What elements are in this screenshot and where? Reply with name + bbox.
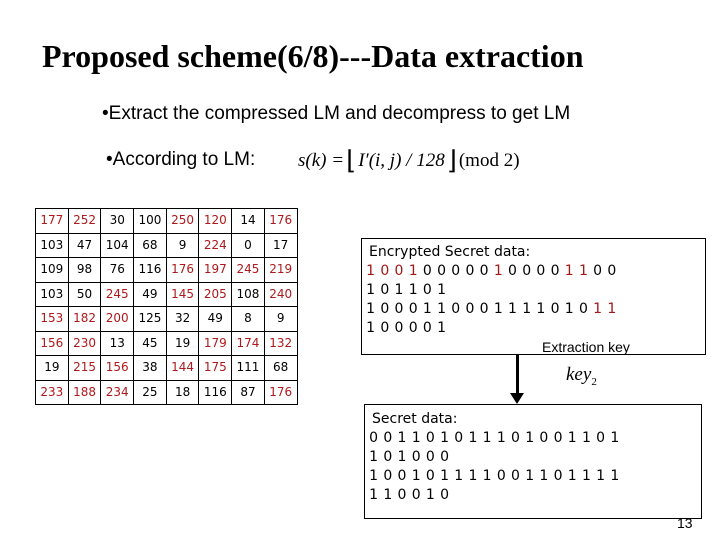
key2-label bbox=[566, 364, 597, 388]
encrypted-bit: 0 bbox=[422, 263, 433, 279]
secret-bit: 1 bbox=[525, 468, 536, 484]
encrypted-bit: 1 bbox=[366, 301, 377, 317]
grid-cell: 176 bbox=[264, 380, 297, 405]
encrypted-bit: 0 bbox=[394, 263, 405, 279]
secret-bit: 0 bbox=[511, 468, 521, 484]
formula-body: I′(i, j) / 128 bbox=[358, 150, 445, 171]
grid-cell: 100 bbox=[134, 209, 167, 234]
secret-data-title: Secret data: bbox=[372, 411, 458, 427]
grid-cell: 176 bbox=[264, 209, 297, 234]
secret-bit: 0 bbox=[383, 449, 394, 465]
encrypted-bit: 0 bbox=[522, 263, 533, 279]
grid-cell: 87 bbox=[232, 380, 265, 405]
secret-bit: 0 bbox=[496, 468, 507, 484]
grid-cell: 17 bbox=[264, 233, 297, 258]
grid-row bbox=[36, 380, 298, 405]
encrypted-bit: 1 bbox=[437, 320, 447, 336]
encrypted-bit: 0 bbox=[451, 301, 462, 317]
grid-cell: 174 bbox=[232, 331, 265, 356]
floor-left-bracket: ⌊ bbox=[346, 146, 357, 175]
grid-row bbox=[36, 356, 298, 381]
formula bbox=[298, 143, 520, 179]
grid-row bbox=[36, 233, 298, 258]
secret-bit: 0 bbox=[596, 430, 607, 446]
grid-cell: 156 bbox=[101, 356, 134, 381]
grid-cell: 8 bbox=[232, 307, 265, 332]
grid-cell: 13 bbox=[101, 331, 134, 356]
grid-cell: 50 bbox=[68, 282, 101, 307]
grid-cell: 145 bbox=[166, 282, 199, 307]
secret-bit: 1 bbox=[468, 468, 479, 484]
encrypted-bit: 1 bbox=[366, 263, 377, 279]
encrypted-bit: 1 bbox=[593, 301, 604, 317]
grid-row bbox=[36, 258, 298, 283]
grid-cell: 9 bbox=[166, 233, 199, 258]
grid-cell: 32 bbox=[166, 307, 199, 332]
encrypted-bits-line bbox=[364, 320, 449, 336]
secret-bits-line bbox=[367, 430, 622, 446]
encrypted-data-title: Encrypted Secret data: bbox=[369, 244, 531, 260]
secret-bit: 1 bbox=[425, 487, 436, 503]
grid-cell: 25 bbox=[134, 380, 167, 405]
grid-cell: 156 bbox=[36, 331, 69, 356]
secret-bit: 0 bbox=[553, 430, 564, 446]
formula-lhs: s(k) = bbox=[298, 150, 345, 171]
grid-cell: 19 bbox=[166, 331, 199, 356]
pixel-grid bbox=[35, 208, 298, 405]
grid-cell: 153 bbox=[36, 307, 69, 332]
encrypted-bit: 1 bbox=[578, 263, 589, 279]
encrypted-bit: 1 bbox=[366, 282, 377, 298]
secret-bits-line bbox=[367, 487, 452, 503]
down-arrow-icon bbox=[510, 393, 524, 404]
grid-cell: 120 bbox=[199, 209, 232, 234]
secret-bit: 1 bbox=[468, 430, 479, 446]
grid-cell: 103 bbox=[36, 282, 69, 307]
encrypted-bit: 0 bbox=[508, 263, 518, 279]
secret-bit: 0 bbox=[383, 468, 394, 484]
encrypted-bit: 1 bbox=[408, 282, 419, 298]
bullet-according: •According to LM: bbox=[106, 149, 256, 170]
grid-cell: 38 bbox=[134, 356, 167, 381]
grid-cell: 215 bbox=[68, 356, 101, 381]
grid-cell: 252 bbox=[68, 209, 101, 234]
encrypted-bit: 1 bbox=[408, 263, 419, 279]
encrypted-bit: 1 bbox=[564, 301, 575, 317]
key-symbol: key bbox=[566, 364, 592, 385]
down-arrow-line bbox=[516, 355, 519, 395]
secret-bit: 0 bbox=[397, 468, 408, 484]
secret-bit: 1 bbox=[539, 468, 550, 484]
grid-cell: 49 bbox=[134, 282, 167, 307]
bullet-extract: •Extract the compressed LM and decompress to get LM bbox=[102, 103, 571, 124]
secret-bit: 1 bbox=[567, 430, 578, 446]
secret-bit: 1 bbox=[369, 468, 380, 484]
encrypted-bit: 0 bbox=[408, 301, 419, 317]
grid-cell: 47 bbox=[68, 233, 101, 258]
secret-bit: 0 bbox=[383, 430, 394, 446]
page-number: 13 bbox=[677, 515, 693, 531]
secret-bit: 1 bbox=[596, 468, 607, 484]
secret-bit: 1 bbox=[610, 468, 621, 484]
secret-bit: 1 bbox=[411, 430, 422, 446]
grid-cell: 245 bbox=[101, 282, 134, 307]
encrypted-bit: 0 bbox=[380, 263, 391, 279]
secret-bit: 0 bbox=[440, 449, 450, 465]
grid-cell: 188 bbox=[68, 380, 101, 405]
secret-bit: 1 bbox=[440, 430, 450, 446]
secret-bit: 0 bbox=[539, 430, 550, 446]
secret-bit: 1 bbox=[482, 430, 493, 446]
secret-bit: 1 bbox=[454, 468, 465, 484]
grid-cell: 125 bbox=[134, 307, 167, 332]
encrypted-bit: 1 bbox=[493, 263, 504, 279]
grid-cell: 109 bbox=[36, 258, 69, 283]
secret-bit: 0 bbox=[369, 430, 380, 446]
grid-cell: 68 bbox=[264, 356, 297, 381]
floor-right-bracket: ⌋ bbox=[446, 146, 457, 175]
secret-bits-line bbox=[367, 449, 452, 465]
grid-cell: 45 bbox=[134, 331, 167, 356]
grid-cell: 103 bbox=[36, 233, 69, 258]
grid-cell: 175 bbox=[199, 356, 232, 381]
secret-bit: 1 bbox=[581, 430, 592, 446]
grid-cell: 230 bbox=[68, 331, 101, 356]
encrypted-bits-line bbox=[364, 263, 619, 279]
secret-bit: 0 bbox=[425, 449, 436, 465]
grid-cell: 179 bbox=[199, 331, 232, 356]
grid-cell: 116 bbox=[199, 380, 232, 405]
encrypted-bits-line bbox=[364, 301, 619, 317]
formula-mod: (mod 2) bbox=[458, 150, 520, 171]
grid-cell: 18 bbox=[166, 380, 199, 405]
encrypted-bit: 1 bbox=[607, 301, 618, 317]
grid-cell: 177 bbox=[36, 209, 69, 234]
encrypted-bits-line bbox=[364, 282, 449, 298]
grid-cell: 76 bbox=[101, 258, 134, 283]
encrypted-bit: 1 bbox=[564, 263, 575, 279]
encrypted-bit: 0 bbox=[422, 320, 433, 336]
grid-cell: 234 bbox=[101, 380, 134, 405]
secret-bit: 0 bbox=[411, 449, 422, 465]
secret-bit: 0 bbox=[425, 430, 436, 446]
secret-bits-line bbox=[367, 468, 622, 484]
encrypted-bit: 0 bbox=[593, 263, 604, 279]
encrypted-bit: 0 bbox=[550, 301, 561, 317]
grid-cell: 182 bbox=[68, 307, 101, 332]
encrypted-bit: 1 bbox=[536, 301, 547, 317]
grid-cell: 200 bbox=[101, 307, 134, 332]
secret-bit: 0 bbox=[454, 430, 465, 446]
grid-row bbox=[36, 209, 298, 234]
grid-cell: 19 bbox=[36, 356, 69, 381]
secret-bit: 1 bbox=[496, 430, 507, 446]
encrypted-bit: 0 bbox=[380, 320, 391, 336]
encrypted-bit: 0 bbox=[479, 301, 490, 317]
encrypted-bit: 0 bbox=[578, 301, 589, 317]
secret-bit: 0 bbox=[397, 487, 408, 503]
encrypted-bit: 0 bbox=[479, 263, 490, 279]
grid-cell: 205 bbox=[199, 282, 232, 307]
grid-cell: 49 bbox=[199, 307, 232, 332]
secret-bit: 1 bbox=[581, 468, 592, 484]
secret-bit: 0 bbox=[425, 468, 436, 484]
secret-bit: 1 bbox=[369, 449, 380, 465]
grid-cell: 245 bbox=[232, 258, 265, 283]
secret-bit: 0 bbox=[553, 468, 564, 484]
secret-bit: 1 bbox=[567, 468, 578, 484]
secret-bit: 1 bbox=[610, 430, 621, 446]
secret-bit: 1 bbox=[369, 487, 380, 503]
encrypted-bit: 0 bbox=[380, 301, 391, 317]
grid-cell: 197 bbox=[199, 258, 232, 283]
secret-bit: 0 bbox=[511, 430, 521, 446]
secret-bit: 0 bbox=[411, 487, 422, 503]
secret-bit: 1 bbox=[397, 449, 408, 465]
encrypted-bit: 1 bbox=[422, 301, 433, 317]
grid-row bbox=[36, 307, 298, 332]
grid-cell: 176 bbox=[166, 258, 199, 283]
grid-cell: 98 bbox=[68, 258, 101, 283]
grid-cell: 219 bbox=[264, 258, 297, 283]
encrypted-bit: 1 bbox=[522, 301, 533, 317]
encrypted-bit: 0 bbox=[465, 301, 476, 317]
encrypted-bit: 0 bbox=[607, 263, 618, 279]
grid-cell: 116 bbox=[134, 258, 167, 283]
encrypted-bit: 0 bbox=[550, 263, 561, 279]
secret-bit: 0 bbox=[440, 487, 450, 503]
secret-bit: 1 bbox=[411, 468, 422, 484]
grid-cell: 14 bbox=[232, 209, 265, 234]
encrypted-bit: 1 bbox=[437, 282, 447, 298]
encrypted-bit: 0 bbox=[380, 282, 391, 298]
grid-cell: 30 bbox=[101, 209, 134, 234]
encrypted-bit: 1 bbox=[394, 282, 405, 298]
grid-cell: 224 bbox=[199, 233, 232, 258]
grid-cell: 108 bbox=[232, 282, 265, 307]
page-title: Proposed scheme(6/8)---Data extraction bbox=[42, 38, 584, 74]
encrypted-bit: 0 bbox=[394, 301, 405, 317]
grid-cell: 240 bbox=[264, 282, 297, 307]
encrypted-bit: 0 bbox=[437, 263, 447, 279]
encrypted-bit: 1 bbox=[366, 320, 377, 336]
encrypted-bit: 0 bbox=[451, 263, 462, 279]
encrypted-bit: 0 bbox=[394, 320, 405, 336]
grid-cell: 233 bbox=[36, 380, 69, 405]
grid-cell: 250 bbox=[166, 209, 199, 234]
grid-cell: 132 bbox=[264, 331, 297, 356]
grid-cell: 9 bbox=[264, 307, 297, 332]
encrypted-bit: 0 bbox=[422, 282, 433, 298]
encrypted-bit: 0 bbox=[465, 263, 476, 279]
encrypted-bit: 0 bbox=[536, 263, 547, 279]
encrypted-bit: 0 bbox=[408, 320, 419, 336]
encrypted-bit: 1 bbox=[493, 301, 504, 317]
secret-bit: 1 bbox=[525, 430, 536, 446]
secret-bit: 1 bbox=[440, 468, 450, 484]
secret-bit: 1 bbox=[482, 468, 493, 484]
grid-row bbox=[36, 331, 298, 356]
grid-cell: 111 bbox=[232, 356, 265, 381]
grid-cell: 68 bbox=[134, 233, 167, 258]
encrypted-bit: 1 bbox=[437, 301, 447, 317]
encrypted-bit: 1 bbox=[508, 301, 518, 317]
grid-cell: 104 bbox=[101, 233, 134, 258]
grid-cell: 0 bbox=[232, 233, 265, 258]
secret-bit: 1 bbox=[383, 487, 394, 503]
grid-row bbox=[36, 282, 298, 307]
extraction-key-label: Extraction key bbox=[542, 339, 630, 355]
key-subscript: 2 bbox=[591, 375, 597, 388]
grid-cell: 144 bbox=[166, 356, 199, 381]
secret-bit: 1 bbox=[397, 430, 408, 446]
